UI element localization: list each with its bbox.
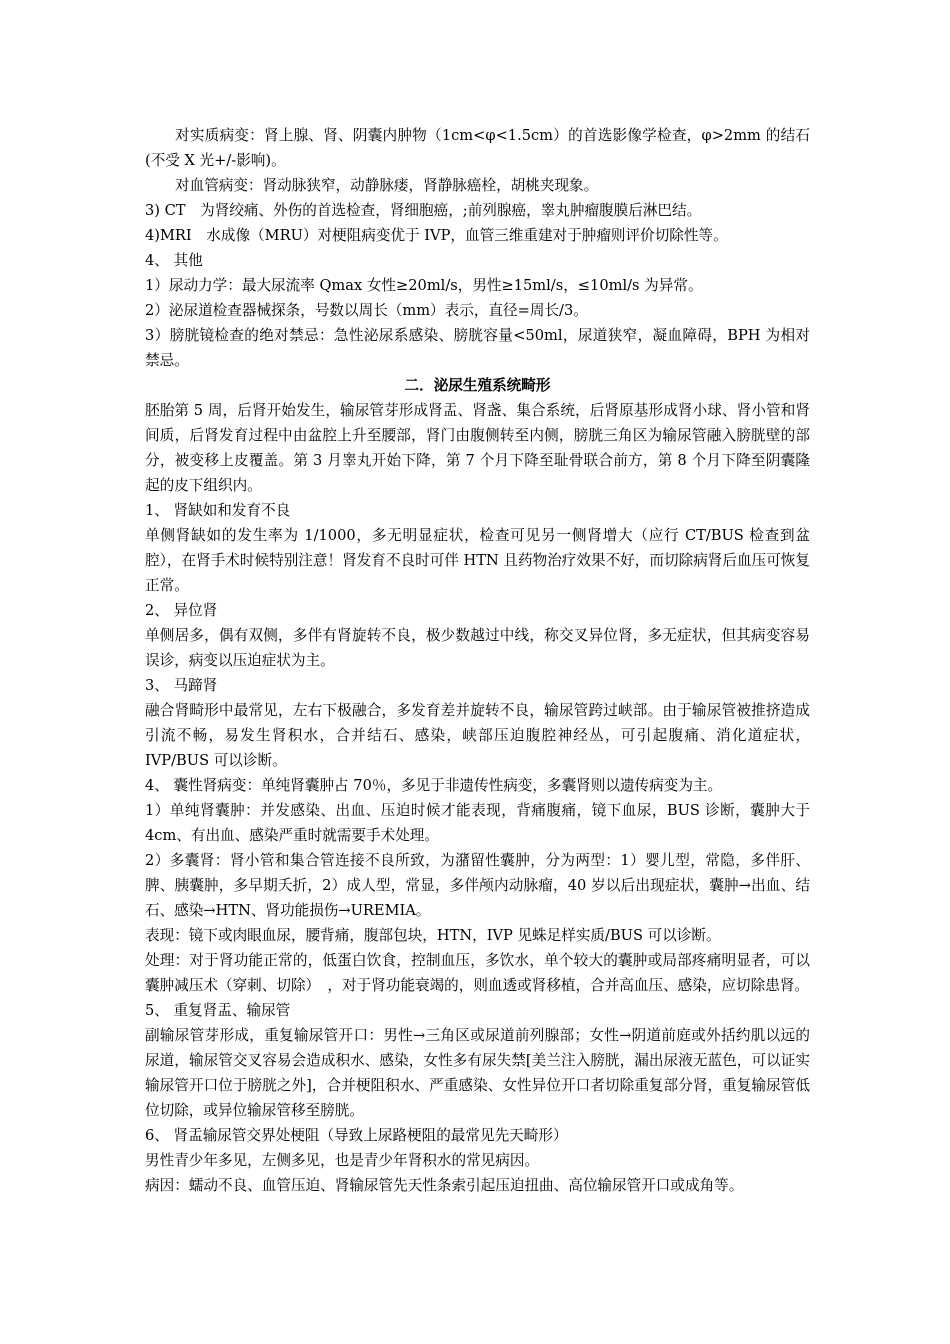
section-heading: 5、 重复肾盂、输尿管	[145, 1002, 291, 1019]
paragraph: 对血管病变：肾动脉狭窄，动静脉瘘，肾静脉癌栓，胡桃夹现象。	[175, 177, 599, 194]
section-heading: 3、 马蹄肾	[145, 677, 218, 694]
paragraph: 单侧居多，偶有双侧，多伴有肾旋转不良，极少数越过中线，称交叉异位肾，多无症状，但其病变容易误诊，病变以压迫症状为主。	[145, 627, 810, 669]
paragraph: 男性青少年多见，左侧多见，也是青少年肾积水的常见病因。	[145, 1152, 540, 1169]
paragraph: 单侧肾缺如的发生率为 1/1000，多无明显症状，检查可见另一侧肾增大（应行 CT/BUS 检查到盆腔），在肾手术时候特别注意！肾发育不良时可伴 HTN 且药物治疗效果不好，而切除病肾后血压可恢复正常。	[145, 527, 810, 594]
section-heading: 4、 囊性肾病变：单纯肾囊肿占 70％，多见于非遗传性病变，多囊肾则以遗传病变为主。	[145, 777, 723, 794]
section-heading: 6、 肾盂输尿管交界处梗阻（导致上尿路梗阻的最常见先天畸形）	[145, 1127, 568, 1144]
paragraph: 2）多囊肾：肾小管和集合管连接不良所致，为潴留性囊肿，分为两型：1）婴儿型，常隐，多伴肝、脾、胰囊肿，多早期夭折，2）成人型，常显，多伴颅内动脉瘤，40 岁以后出现症状，囊肿→出血、结石、感染→HTN、肾功能损伤→UREMIA。	[145, 852, 810, 919]
paragraph: 3）膀胱镜检查的绝对禁忌：急性泌尿系感染、膀胱容量<50ml，尿道狭窄，凝血障碍，BPH 为相对禁忌。	[145, 327, 810, 369]
paragraph: 处理：对于肾功能正常的，低蛋白饮食，控制血压，多饮水，单个较大的囊肿或局部疼痛明显者，可以囊肿减压术（穿刺、切除） ，对于肾功能衰竭的，则血透或肾移植，合并高血压、感染，应切除患肾。	[145, 952, 810, 994]
paragraph: 2）泌尿道检查器械探条，号数以周长（mm）表示，直径=周长/3。	[145, 302, 588, 319]
paragraph: 胚胎第 5 周，后肾开始发生，输尿管芽形成肾盂、肾盏、集合系统，后肾原基形成肾小球、肾小管和肾间质，后肾发育过程中由盆腔上升至腰部，肾门由腹侧转至内侧，膀胱三角区为输尿管融入膀胱壁的部分，被变移上皮覆盖。第 3 月睾丸开始下降，第 7 个月下降至耻骨联合前方，第 8 个月下降至阴囊隆起的皮下组织内。	[145, 402, 810, 494]
paragraph: 表现：镜下或肉眼血尿，腰背痛，腹部包块，HTN，IVP 见蛛足样实质/BUS 可以诊断。	[145, 927, 721, 944]
section-heading: 2、 异位肾	[145, 602, 218, 619]
paragraph: 1）单纯肾囊肿：并发感染、出血、压迫时候才能表现，背痛腹痛，镜下血尿，BUS 诊断，囊肿大于 4cm、有出血、感染严重时就需要手术处理。	[145, 802, 810, 844]
paragraph: 1）尿动力学：最大尿流率 Qmax 女性≥20ml/s，男性≥15ml/s，≤10ml/s 为异常。	[145, 277, 703, 294]
section-heading: 1、 肾缺如和发育不良	[145, 502, 291, 519]
document-page	[145, 123, 810, 1198]
paragraph: 副输尿管芽形成，重复输尿管开口：男性→三角区或尿道前列腺部；女性→阴道前庭或外括约肌以远的尿道，输尿管交叉容易会造成积水、感染，女性多有尿失禁[美兰注入膀胱，漏出尿液无蓝色，可以证实输尿管开口位于膀胱之外]，合并梗阻积水、严重感染、女性异位开口者切除重复部分肾，重复输尿管低位切除，或异位输尿管移至膀胱。	[145, 1027, 810, 1119]
paragraph: 对实质病变：肾上腺、肾、阴囊内肿物（1cm<φ<1.5cm）的首选影像学检查，φ>2mm 的结石(不受 X 光+/-影响)。	[145, 127, 810, 169]
chapter-title: 二．泌尿生殖系统畸形	[404, 377, 551, 394]
paragraph: 3) CT 为肾绞痛、外伤的首选检查，肾细胞癌，;前列腺癌，睾丸肿瘤腹膜后淋巴结。	[145, 202, 702, 219]
paragraph: 病因：蠕动不良、血管压迫、肾输尿管先天性条索引起压迫扭曲、高位输尿管开口或成角等。	[145, 1177, 744, 1194]
section-heading: 4、 其他	[145, 252, 203, 269]
paragraph: 4)MRI 水成像（MRU）对梗阻病变优于 IVP，血管三维重建对于肿瘤则评价切除性等。	[145, 227, 728, 244]
paragraph: 融合肾畸形中最常见，左右下极融合，多发育差并旋转不良，输尿管跨过峡部。由于输尿管被推挤造成引流不畅，易发生肾积水，合并结石、感染，峡部压迫腹腔神经丛，可引起腹痛、消化道症状，IVP/BUS 可以诊断。	[145, 702, 810, 769]
